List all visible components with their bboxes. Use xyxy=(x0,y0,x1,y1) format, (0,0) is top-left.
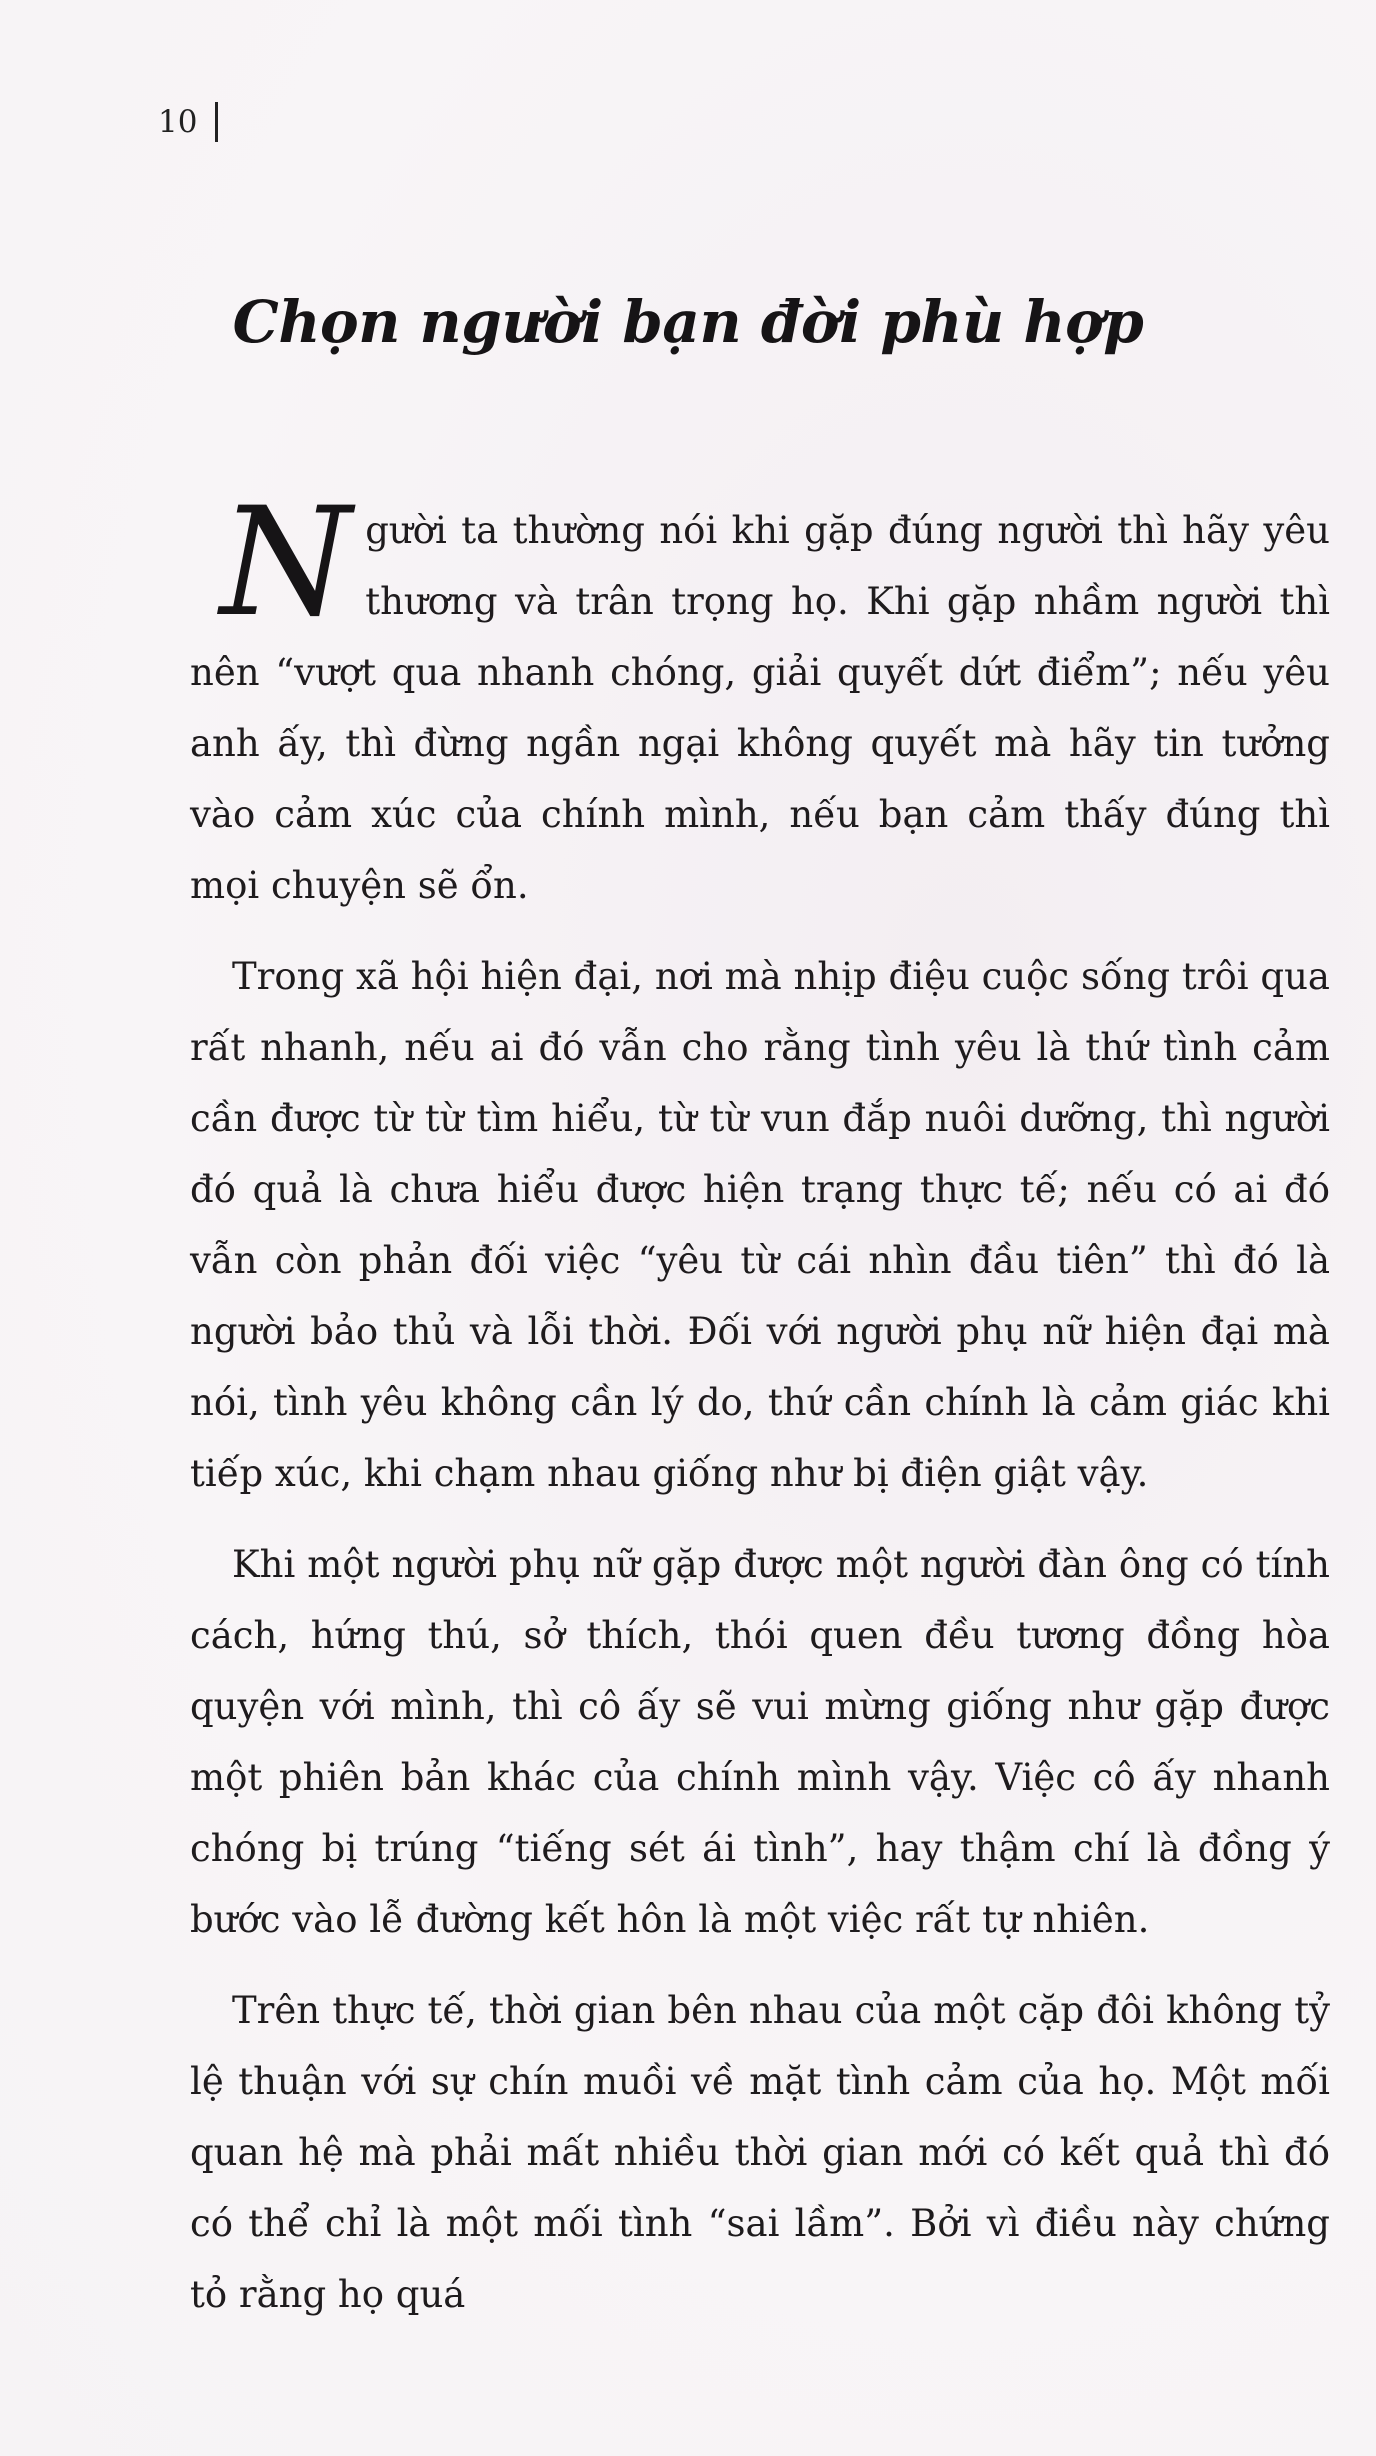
header-divider xyxy=(215,102,218,142)
page-header xyxy=(158,102,218,142)
paragraph-text: gười ta thường nói khi gặp đúng người thì hãy yêu thương và trân trọng họ. Khi gặp nhầm người thì nên “vượt qua nhanh chóng, giải quyết dứt điểm”; nếu yêu anh ấy, thì đừng ngần ngại không quyết mà hãy tin tưởng vào cảm xúc của chính mình, nếu bạn cảm thấy đúng thì mọi chuyện sẽ ổn. xyxy=(190,509,1330,907)
paragraph-3: Khi một người phụ nữ gặp được một người đàn ông có tính cách, hứng thú, sở thích, thói quen đều tương đồng hòa quyện với mình, thì cô ấy sẽ vui mừng giống như gặp được một phiên bản khác của chính mình vậy. Việc cô ấy nhanh chóng bị trúng “tiếng sét ái tình”, hay thậm chí là đồng ý bước vào lễ đường kết hôn là một việc rất tự nhiên. xyxy=(190,1543,1330,1941)
page-number: 10 xyxy=(158,104,198,140)
paragraph-2: Trong xã hội hiện đại, nơi mà nhịp điệu cuộc sống trôi qua rất nhanh, nếu ai đó vẫn cho rằng tình yêu là thứ tình cảm cần được từ từ tìm hiểu, từ từ vun đắp nuôi dưỡng, thì người đó quả là chưa hiểu được hiện trạng thực tế; nếu có ai đó vẫn còn phản đối việc “yêu từ cái nhìn đầu tiên” thì đó là người bảo thủ và lỗi thời. Đối với người phụ nữ hiện đại mà nói, tình yêu không cần lý do, thứ cần chính là cảm giác khi tiếp xúc, khi chạm nhau giống như bị điện giật vậy. xyxy=(190,955,1330,1495)
paragraph-1 xyxy=(190,476,1330,921)
body-text xyxy=(190,476,1330,2350)
drop-cap: N xyxy=(220,476,352,650)
chapter-title: Chọn người bạn đời phù hợp xyxy=(232,288,1144,356)
paragraph-4: Trên thực tế, thời gian bên nhau của một cặp đôi không tỷ lệ thuận với sự chín muồi về mặt tình cảm của họ. Một mối quan hệ mà phải mất nhiều thời gian mới có kết quả thì đó có thể chỉ là một mối tình “sai lầm”. Bởi vì điều này chứng tỏ rằng họ quá xyxy=(190,1989,1330,2316)
